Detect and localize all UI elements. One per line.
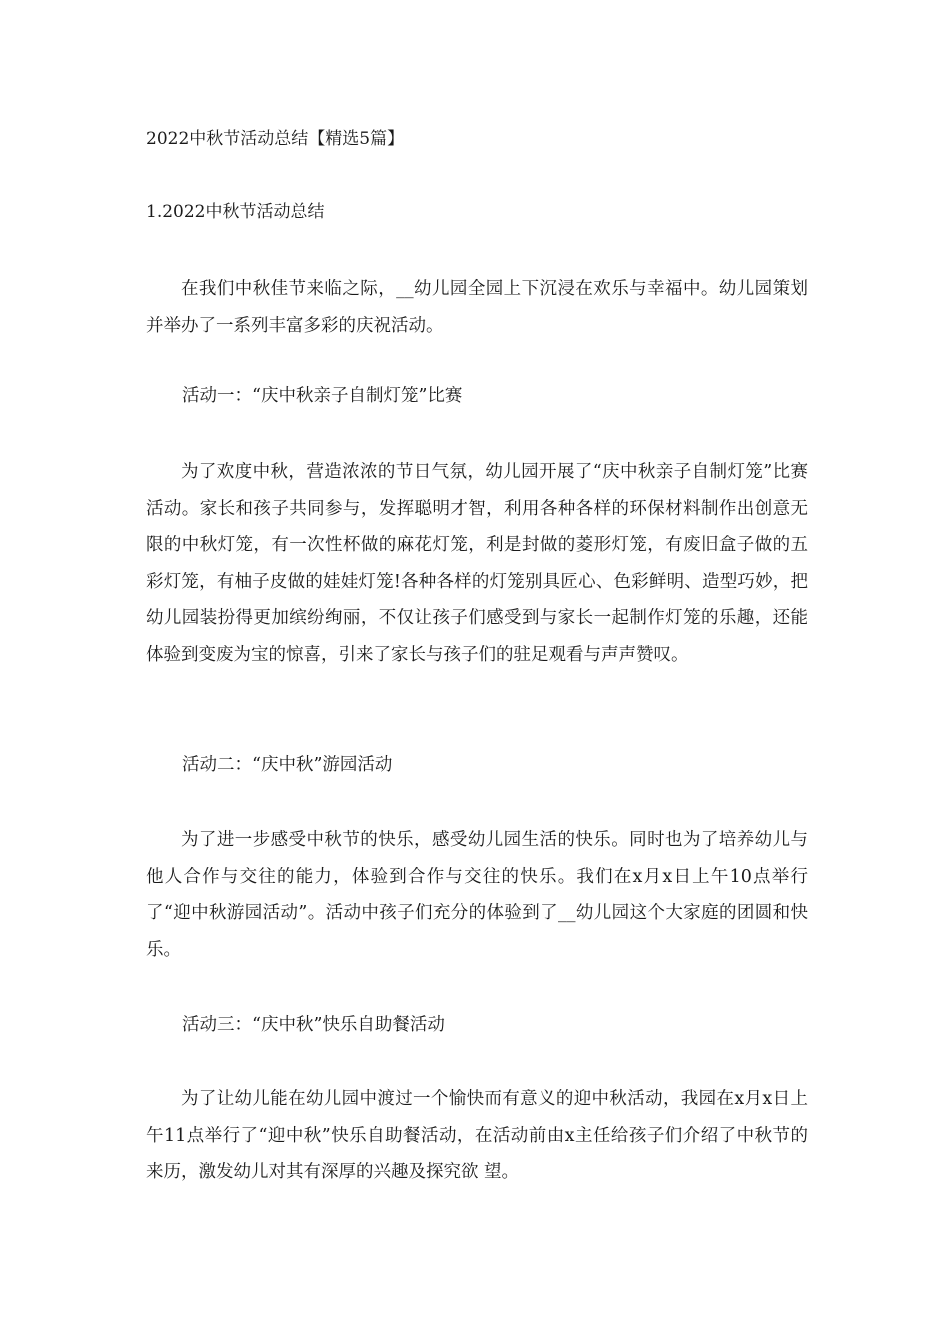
activity-one-paragraph: 为了欢度中秋，营造浓浓的节日气氛，幼儿园开展了“庆中秋亲子自制灯笼”比赛活动。家长和孩子共同参与，发挥聪明才智，利用各种各样的环保材料制作出创意无限的中秋灯笼，有一次性杯做的麻花灯笼，利是封做的菱形灯笼，有废旧盒子做的五彩灯笼，有柚子皮做的娃娃灯笼!各种各样的灯笼别具匠心、色彩鲜明、造型巧妙，把幼儿园装扮得更加缤纷绚丽，不仅让孩子们感受到与家长一起制作灯笼的乐趣，还能体验到变废为宝的惊喜，引来了家长与孩子们的驻足观看与声声赞叹。: [146, 462, 808, 665]
activity-two-heading: 活动二：“庆中秋”游园活动: [182, 755, 393, 775]
document-title: 2022中秋节活动总结【精选5篇】: [146, 129, 405, 149]
section-title: 1.2022中秋节活动总结: [146, 202, 325, 222]
activity-one-heading: 活动一：“庆中秋亲子自制灯笼”比赛: [182, 386, 463, 406]
intro-paragraph: 在我们中秋佳节来临之际，__幼儿园全园上下沉浸在欢乐与幸福中。幼儿园策划并举办了一系列丰富多彩的庆祝活动。: [146, 279, 808, 336]
activity-three-paragraph: 为了让幼儿能在幼儿园中渡过一个愉快而有意义的迎中秋活动，我园在x月x日上午11点举行了“迎中秋”快乐自助餐活动，在活动前由x主任给孩子们介绍了中秋节的来历，激发幼儿对其有深厚的兴趣及探究欲 望。: [146, 1089, 808, 1182]
activity-two-paragraph: 为了进一步感受中秋节的快乐，感受幼儿园生活的快乐。同时也为了培养幼儿与他人合作与交往的能力，体验到合作与交往的快乐。我们在x月x日上午10点举行了“迎中秋游园活动”。活动中孩子们充分的体验到了__幼儿园这个大家庭的团圆和快乐。: [146, 830, 808, 960]
activity-three-heading: 活动三：“庆中秋”快乐自助餐活动: [182, 1015, 445, 1035]
